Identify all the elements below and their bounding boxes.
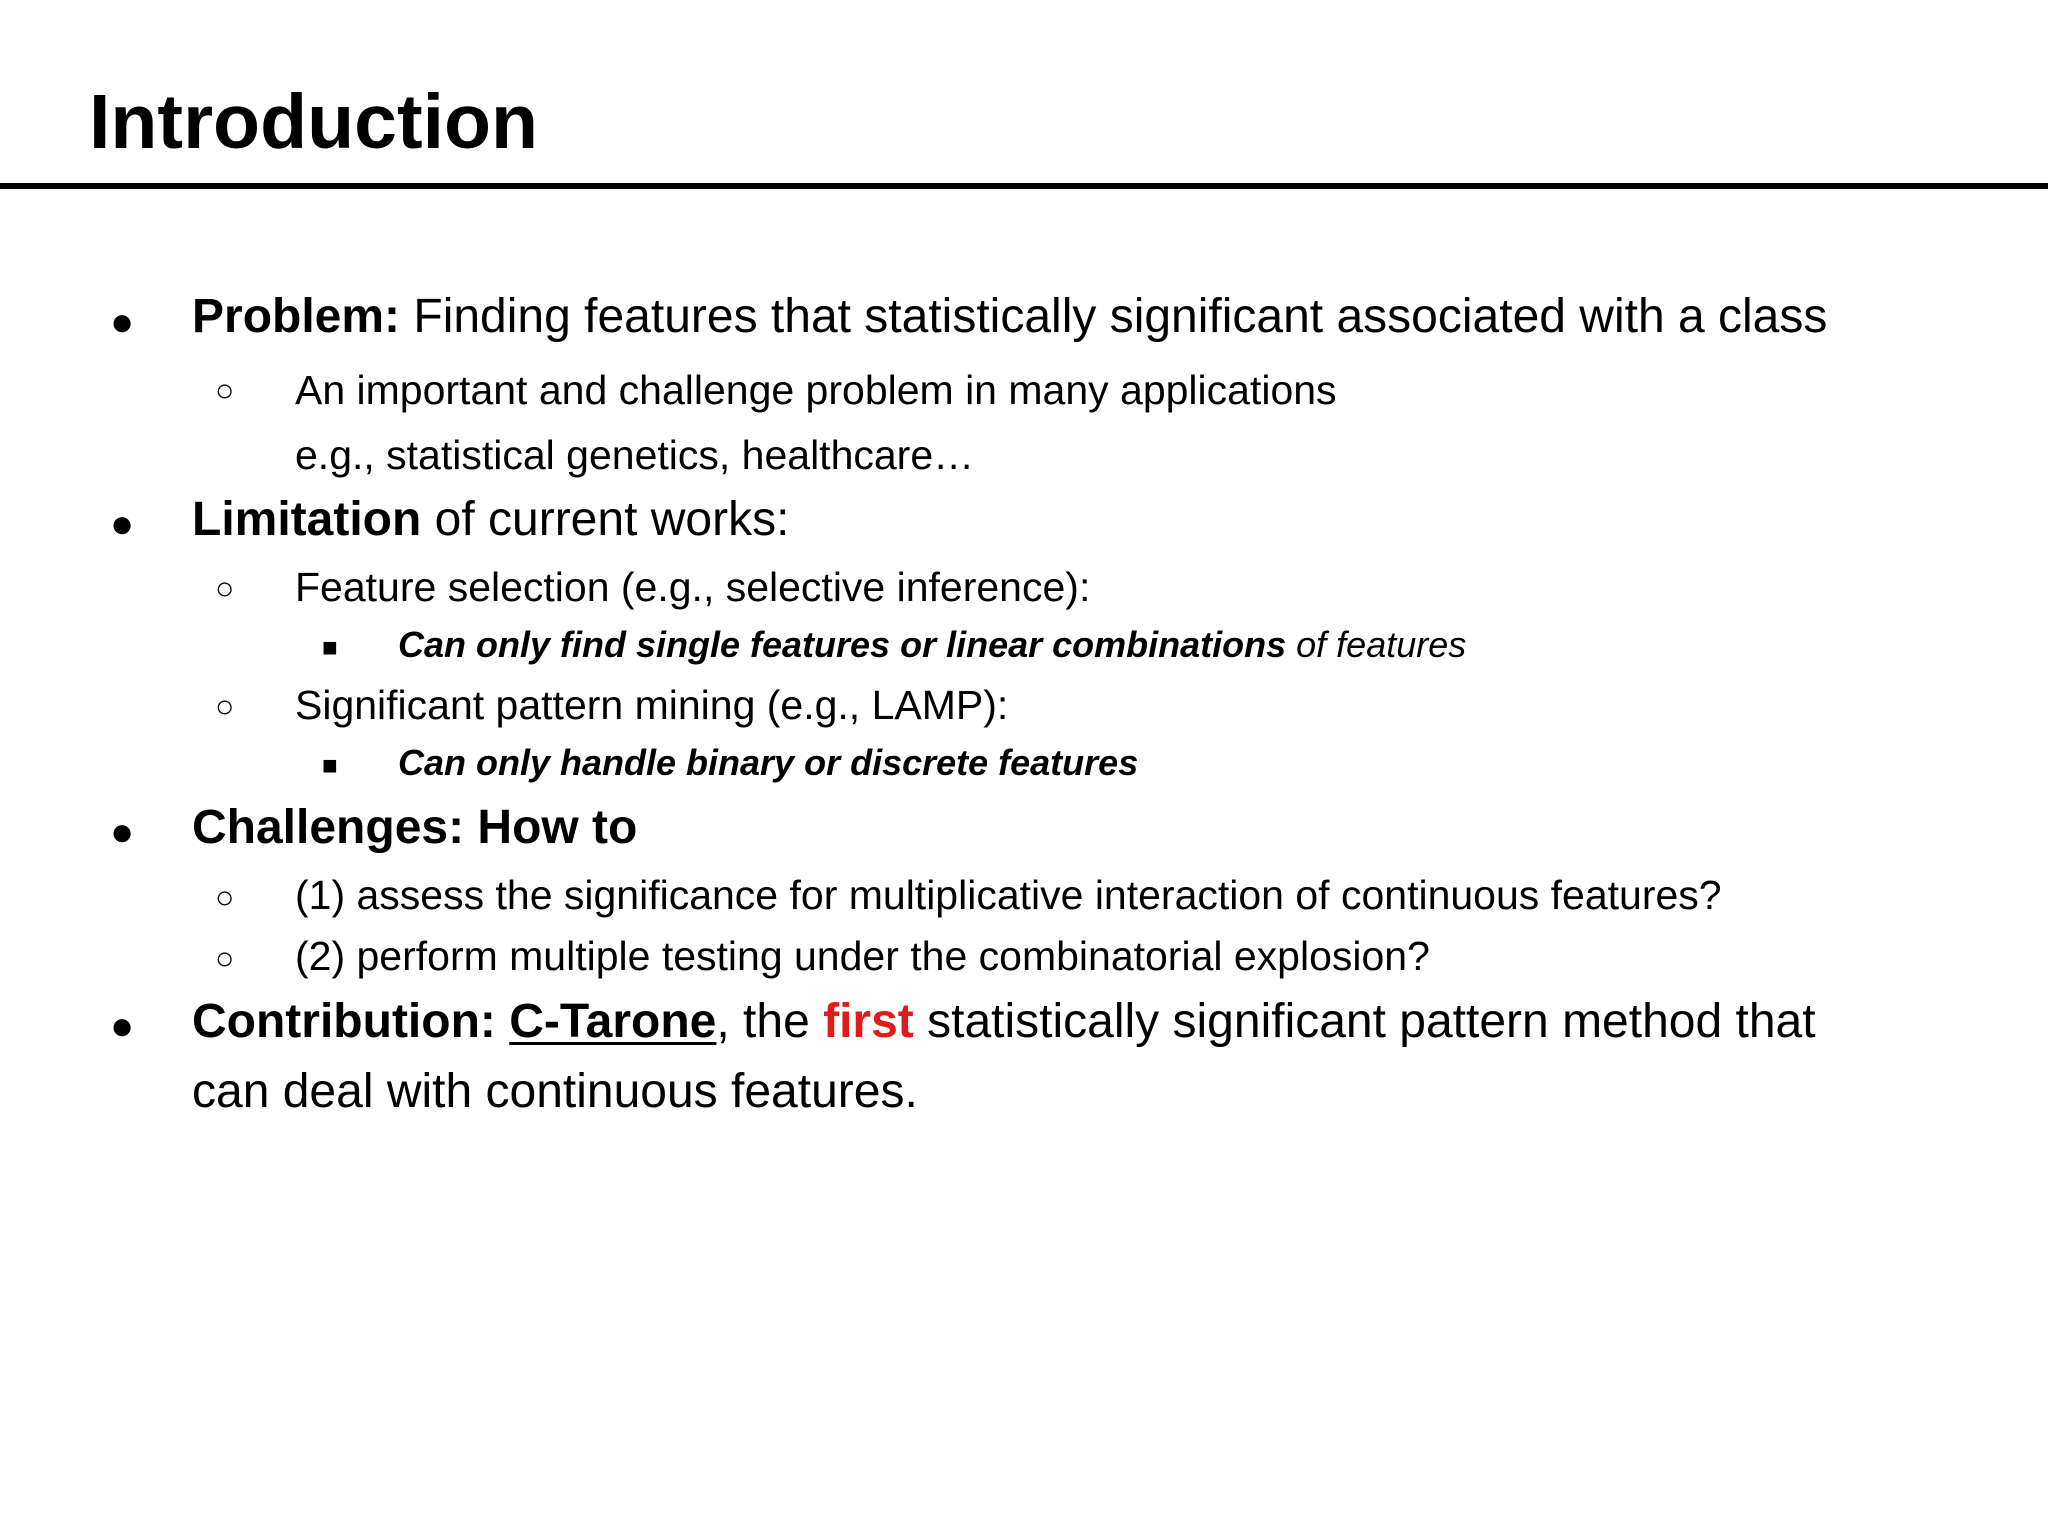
contribution-highlight: first xyxy=(823,995,914,1048)
pattern-mining-detail xyxy=(398,742,1138,784)
contribution-label: Contribution: xyxy=(192,995,510,1048)
problem-sub-line2: e.g., statistical genetics, healthcare… xyxy=(295,432,975,478)
limitation-sub-feature-selection: Feature selection (e.g., selective inference): xyxy=(295,564,1091,610)
problem-label: Problem: xyxy=(192,290,401,343)
bullet-circle-pattern-mining: ○ xyxy=(215,688,235,724)
feature-selection-detail xyxy=(398,624,1466,666)
contribution-line-2: can deal with continuous features. xyxy=(192,1065,918,1118)
bullet-square-pattern-mining: ■ xyxy=(322,750,338,780)
feature-selection-detail-rest: of features xyxy=(1286,624,1467,665)
pattern-mining-detail-bold: Can only handle binary or discrete features xyxy=(398,742,1139,783)
bullet-challenges xyxy=(192,800,637,855)
bullet-circle-challenge-2: ○ xyxy=(215,940,235,976)
problem-sub-line1: An important and challenge problem in many applications xyxy=(295,367,1337,413)
bullet-dot-limitation: ● xyxy=(110,502,135,546)
bullet-dot-problem: ● xyxy=(110,300,135,344)
challenge-2: (2) perform multiple testing under the combinatorial explosion? xyxy=(295,933,1430,979)
bullet-circle-feature-selection: ○ xyxy=(215,570,235,606)
contribution-text-2: statistically significant pattern method that xyxy=(913,995,1816,1048)
limitation-sub-pattern-mining: Significant pattern mining (e.g., LAMP): xyxy=(295,682,1009,728)
slide-title: Introduction xyxy=(89,79,539,165)
problem-text: Finding features that statistically significant associated with a class xyxy=(400,290,1828,343)
limitation-text: of current works: xyxy=(421,493,790,546)
bullet-dot-challenges: ● xyxy=(110,810,135,854)
bullet-limitation xyxy=(192,492,789,547)
bullet-problem xyxy=(192,289,1827,344)
bullet-contribution xyxy=(192,994,1816,1049)
challenge-1: (1) assess the significance for multiplicative interaction of continuous features? xyxy=(295,872,1722,918)
title-divider xyxy=(0,183,2048,189)
contribution-text-1: , the xyxy=(716,995,824,1048)
bullet-dot-contribution: ● xyxy=(110,1004,135,1048)
limitation-label: Limitation xyxy=(192,493,422,546)
bullet-circle-challenge-1: ○ xyxy=(215,879,235,915)
bullet-circle-problem-sub: ○ xyxy=(215,372,235,408)
bullet-square-feature-selection: ■ xyxy=(322,632,338,662)
feature-selection-detail-bold: Can only find single features or linear combinations xyxy=(398,624,1287,665)
challenges-label: Challenges: How to xyxy=(192,801,638,854)
contribution-method-name: C-Tarone xyxy=(509,995,717,1048)
